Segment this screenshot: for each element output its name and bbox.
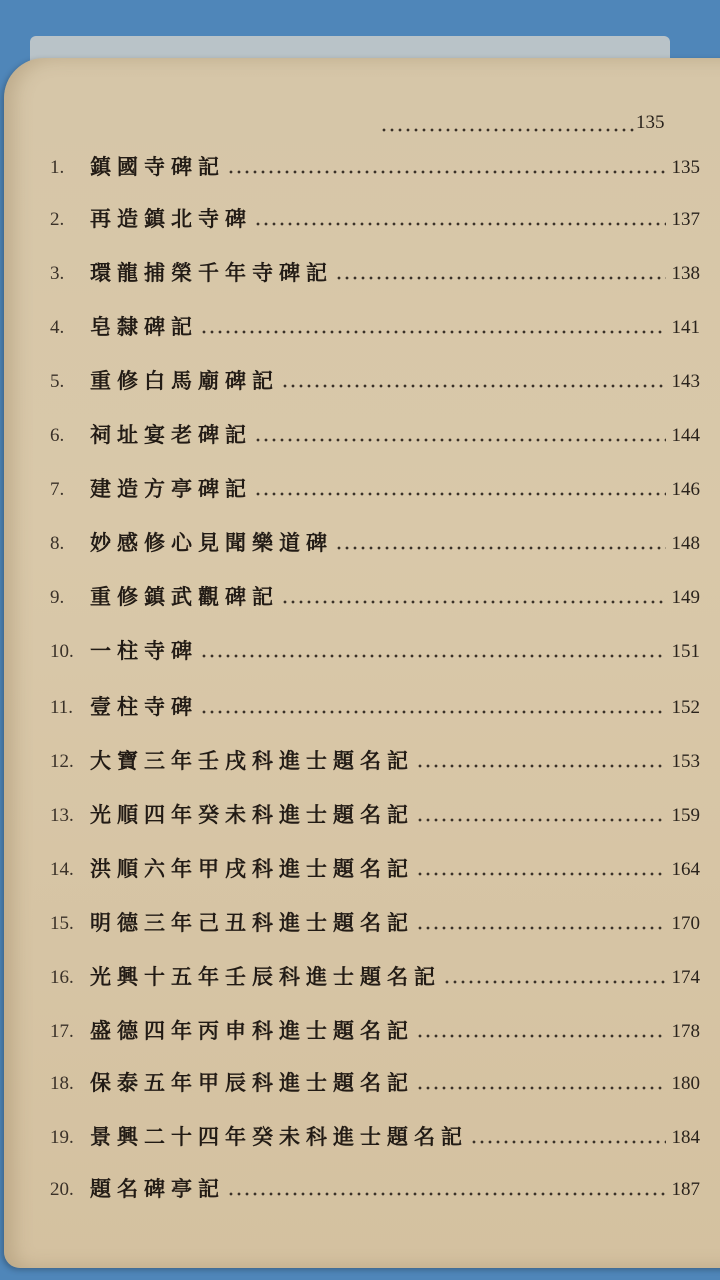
entry-page: 153	[671, 751, 700, 772]
entry-page: 159	[671, 805, 700, 826]
entry-number: 17.	[50, 1021, 74, 1042]
entry-number: 20.	[50, 1179, 74, 1200]
entry-page: 143	[671, 371, 700, 392]
toc-entry-7	[50, 464, 700, 504]
toc-entry-1	[50, 142, 700, 182]
leader-dots	[416, 872, 666, 876]
leader-dots	[335, 276, 666, 280]
entry-page: 135	[671, 157, 700, 178]
entry-number: 15.	[50, 913, 74, 934]
entry-number: 11.	[50, 697, 74, 718]
entry-number: 5.	[50, 371, 65, 392]
entry-title: 鎮國寺碑記	[90, 154, 225, 179]
entry-title: 一柱寺碑	[90, 638, 198, 663]
entry-page: 146	[671, 479, 700, 500]
entry-number: 2.	[50, 209, 65, 230]
toc-entry-6	[50, 410, 700, 450]
entry-page: 148	[671, 533, 700, 554]
toc-entry-13	[50, 790, 700, 830]
entry-title: 重修白馬廟碑記	[90, 368, 279, 393]
leader-dots	[200, 710, 666, 714]
entry-title: 大寶三年壬戌科進士題名記	[90, 748, 414, 773]
leader-dots	[227, 1192, 666, 1196]
entry-page: 184	[671, 1127, 700, 1148]
entry-number: 9.	[50, 587, 65, 608]
toc-entry-5	[50, 356, 700, 396]
entry-number: 10.	[50, 641, 74, 662]
toc-entry-4	[50, 302, 700, 342]
toc-entry-16	[50, 952, 700, 992]
leader-dots	[200, 654, 666, 658]
entry-number: 4.	[50, 317, 65, 338]
entry-title: 祠址宴老碑記	[90, 422, 252, 447]
leader-dots	[416, 764, 666, 768]
entry-page: 144	[671, 425, 700, 446]
entry-number: 18.	[50, 1073, 74, 1094]
toc-entry-10	[50, 626, 700, 666]
leader-dots	[416, 818, 666, 822]
leader-dots	[416, 926, 666, 930]
entry-title: 再造鎮北寺碑	[90, 206, 252, 231]
toc-entry-14	[50, 844, 700, 884]
leader-dots	[416, 1034, 666, 1038]
entry-title: 壹柱寺碑	[90, 694, 198, 719]
entry-page: 178	[671, 1021, 700, 1042]
entry-number: 16.	[50, 967, 74, 988]
entry-title: 重修鎮武觀碑記	[90, 584, 279, 609]
entry-title: 皂隸碑記	[90, 314, 198, 339]
entry-page: 164	[671, 859, 700, 880]
entry-number: 12.	[50, 751, 74, 772]
entry-title: 題名碑亭記	[90, 1176, 225, 1201]
entry-title: 光順四年癸未科進士題名記	[90, 802, 414, 827]
entry-title: 盛德四年丙申科進士題名記	[90, 1018, 414, 1043]
entry-title: 妙感修心見聞樂道碑	[90, 530, 333, 555]
entry-title: 景興二十四年癸未科進士題名記	[90, 1124, 468, 1149]
entry-title: 保泰五年甲辰科進士題名記	[90, 1070, 414, 1095]
toc-entry-12	[50, 736, 700, 776]
leader-dots	[470, 1140, 666, 1144]
toc-entry-2	[50, 194, 700, 234]
entry-title: 建造方亭碑記	[90, 476, 252, 501]
entry-number: 6.	[50, 425, 65, 446]
entry-number: 14.	[50, 859, 74, 880]
top-page-reference: 135	[636, 112, 665, 133]
entry-title: 洪順六年甲戌科進士題名記	[90, 856, 414, 881]
entry-title: 環龍捕榮千年寺碑記	[90, 260, 333, 285]
leader-dots	[416, 1086, 666, 1090]
leader-dots	[443, 980, 666, 984]
toc-entry-8	[50, 518, 700, 558]
entry-title: 明德三年己丑科進士題名記	[90, 910, 414, 935]
entry-page: 180	[671, 1073, 700, 1094]
entry-title: 光興十五年壬辰科進士題名記	[90, 964, 441, 989]
entry-page: 149	[671, 587, 700, 608]
entry-number: 1.	[50, 157, 65, 178]
entry-page: 137	[671, 209, 700, 230]
entry-number: 8.	[50, 533, 65, 554]
entry-number: 13.	[50, 805, 74, 826]
entry-page: 152	[671, 697, 700, 718]
leader-dots	[227, 170, 666, 174]
leader-dots	[254, 438, 666, 442]
leader-dots	[254, 492, 666, 496]
toc-entry-18	[50, 1058, 700, 1098]
toc-entry-17	[50, 1006, 700, 1046]
toc-entry-11	[50, 682, 700, 722]
toc-entry-3	[50, 248, 700, 288]
leader-dots	[335, 546, 666, 550]
entry-page: 151	[671, 641, 700, 662]
entry-page: 187	[671, 1179, 700, 1200]
toc-entry-20	[50, 1164, 700, 1204]
entry-number: 7.	[50, 479, 65, 500]
leader-dots	[200, 330, 666, 334]
entry-page: 174	[671, 967, 700, 988]
entry-page: 141	[671, 317, 700, 338]
toc-entry-15	[50, 898, 700, 938]
entry-page: 170	[671, 913, 700, 934]
toc-entry-19	[50, 1112, 700, 1152]
entry-number: 3.	[50, 263, 65, 284]
toc-entry-9	[50, 572, 700, 612]
entry-number: 19.	[50, 1127, 74, 1148]
leader-dots	[281, 600, 666, 604]
entry-page: 138	[671, 263, 700, 284]
leader-dots	[281, 384, 666, 388]
leader-dots	[254, 222, 666, 226]
